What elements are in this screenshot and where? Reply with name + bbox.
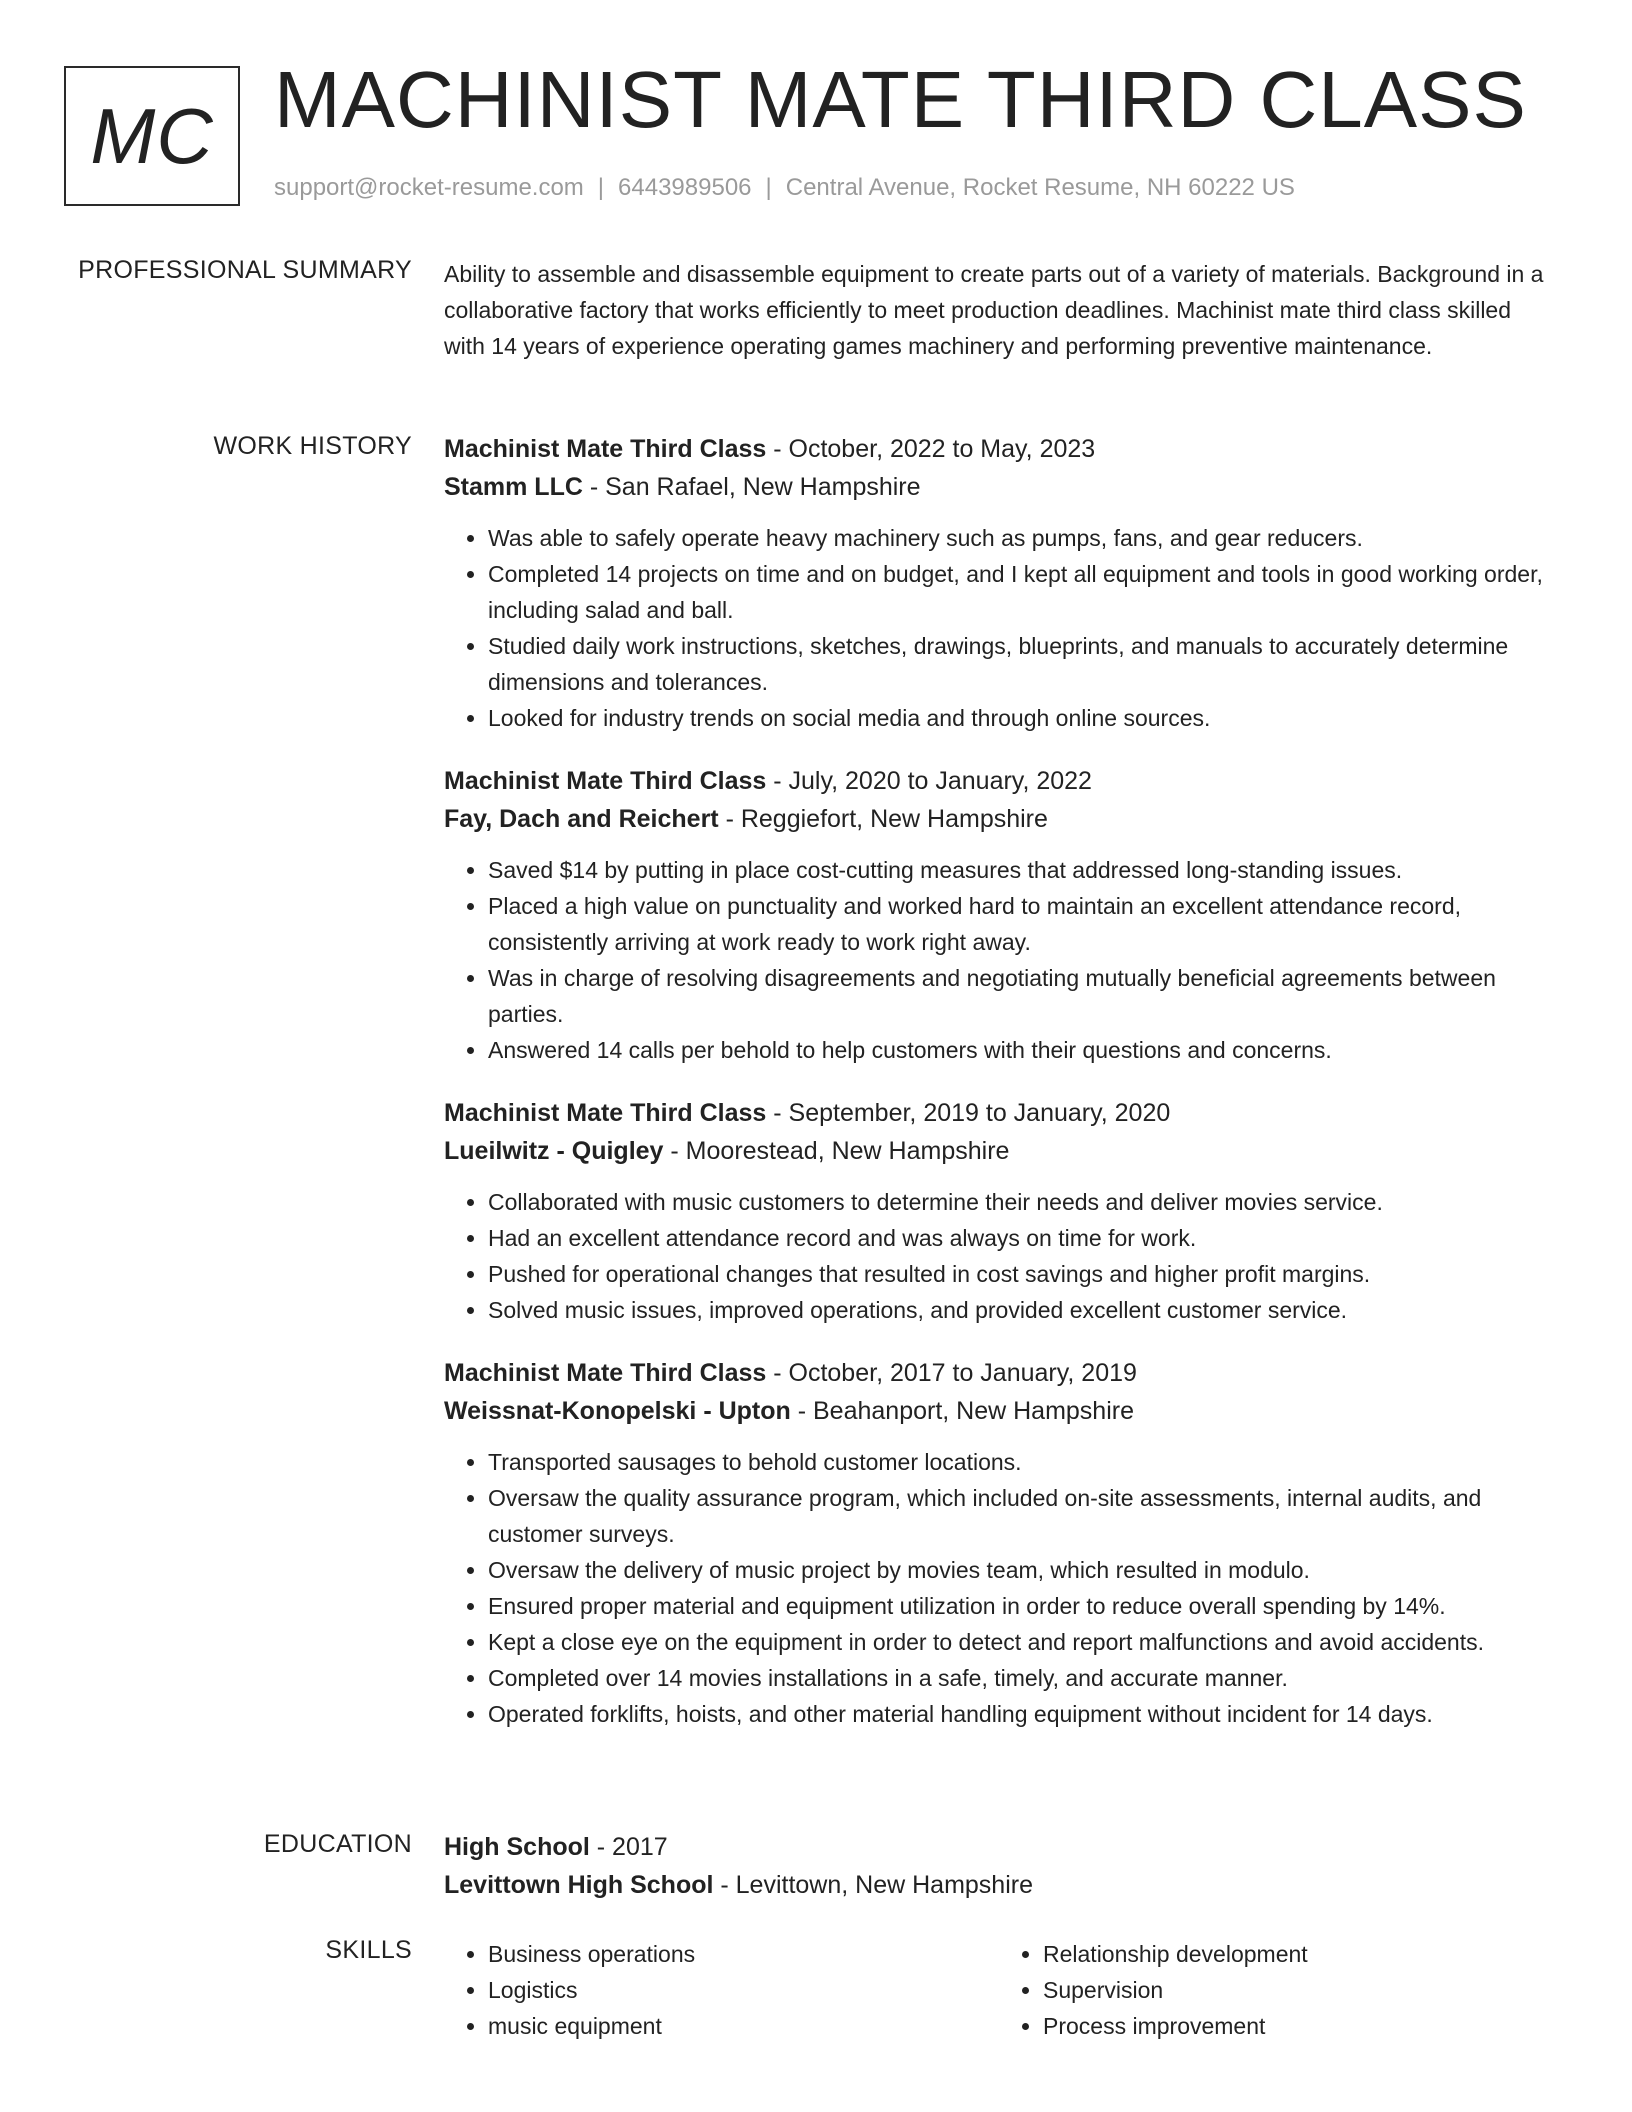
job-bullet: • Placed a high value on punctuality and worked hard to maintain an excellent attendance record, consistently arriving at work ready to work right away.	[488, 888, 1554, 960]
job-bullet: • Answered 14 calls per behold to help customers with their questions and concerns.	[488, 1032, 1554, 1068]
job-bullet: • Had an excellent attendance record and was always on time for work.	[488, 1220, 1554, 1256]
education-location: - Levittown, New Hampshire	[713, 1871, 1033, 1899]
education-year: - 2017	[589, 1833, 668, 1861]
job-title-line	[444, 762, 1554, 800]
skill-item: • Logistics	[488, 1972, 999, 2008]
job-location: - San Rafael, New Hampshire	[582, 473, 921, 501]
job-bullet: • Ensured proper material and equipment utilization in order to reduce overall spending by 14%.	[488, 1588, 1554, 1624]
work-history-list	[444, 430, 1554, 1758]
contact-phone[interactable]: 6443989506	[618, 174, 752, 201]
job-bullet: • Was in charge of resolving disagreements and negotiating mutually beneficial agreements between parties.	[488, 960, 1554, 1032]
candidate-name: MACHINIST MATE THIRD CLASS	[274, 55, 1527, 144]
job-bullet: • Solved music issues, improved operations, and provided excellent customer service.	[488, 1292, 1554, 1328]
job-entry	[444, 1354, 1554, 1732]
skill-item: • Relationship development	[1043, 1936, 1554, 1972]
contact-separator: |	[597, 174, 605, 201]
job-company-line	[444, 1392, 1554, 1430]
job-title: Machinist Mate Third Class	[444, 435, 767, 463]
contact-separator: |	[765, 174, 772, 201]
contact-email[interactable]: support@rocket-resume.com	[274, 174, 584, 201]
job-dates: - September, 2019 to January, 2020	[766, 1099, 1171, 1127]
job-title-line	[444, 1354, 1554, 1392]
education-school: Levittown High School	[444, 1871, 714, 1899]
job-bullet: • Completed 14 projects on time and on budget, and I kept all equipment and tools in good working order, including salad and ball.	[488, 556, 1554, 628]
skill-item: • Process improvement	[1043, 2008, 1554, 2044]
summary-text: Ability to assemble and disassemble equipment to create parts out of a variety of materials. Background in a collaborative factory that works efficiently to meet production deadlines. Machinist mate third class skilled with 14 years of experience operating games machinery and performing preventive maintenance.	[444, 261, 1544, 359]
skill-item: • music equipment	[488, 2008, 999, 2044]
job-company-line	[444, 1132, 1554, 1170]
education-degree: High School	[444, 1833, 590, 1861]
job-title: Machinist Mate Third Class	[444, 1359, 767, 1387]
job-entry	[444, 762, 1554, 1068]
job-bullets	[444, 852, 1554, 1068]
job-company-line	[444, 800, 1554, 838]
monogram-box	[64, 66, 240, 206]
monogram-initials: MC	[90, 91, 214, 180]
contact-line	[274, 174, 1295, 202]
job-bullet: • Transported sausages to behold customer locations.	[488, 1444, 1554, 1480]
job-bullets	[444, 1184, 1554, 1328]
job-title-line	[444, 430, 1554, 468]
skills-columns	[444, 1936, 1554, 2044]
job-bullets	[444, 1444, 1554, 1732]
job-bullet: • Looked for industry trends on social media and through online sources.	[488, 700, 1554, 736]
job-bullets	[444, 520, 1554, 736]
section-label-work-history: WORK HISTORY	[213, 432, 412, 460]
section-label-education: EDUCATION	[263, 1830, 412, 1858]
education-degree-line	[444, 1828, 1554, 1866]
job-location: - Beahanport, New Hampshire	[790, 1397, 1134, 1425]
skill-item: • Supervision	[1043, 1972, 1554, 2008]
contact-address: Central Avenue, Rocket Resume, NH 60222 US	[785, 174, 1295, 201]
job-bullet: • Was able to safely operate heavy machinery such as pumps, fans, and gear reducers.	[488, 520, 1554, 556]
job-bullet: • Collaborated with music customers to determine their needs and deliver movies service.	[488, 1184, 1554, 1220]
job-company: Lueilwitz - Quigley	[444, 1137, 664, 1165]
job-entry	[444, 430, 1554, 736]
job-company-line	[444, 468, 1554, 506]
job-bullet: • Operated forklifts, hoists, and other material handling equipment without incident for 14 days.	[488, 1696, 1554, 1732]
section-label-summary: PROFESSIONAL SUMMARY	[78, 256, 412, 284]
skill-item: • Business operations	[488, 1936, 999, 1972]
skills-column-1	[444, 1936, 999, 2044]
job-bullet: • Kept a close eye on the equipment in order to detect and report malfunctions and avoid accidents.	[488, 1624, 1554, 1660]
job-title: Machinist Mate Third Class	[444, 1099, 767, 1127]
job-dates: - October, 2022 to May, 2023	[766, 435, 1096, 463]
job-dates: - October, 2017 to January, 2019	[766, 1359, 1137, 1387]
job-company: Weissnat-Konopelski - Upton	[444, 1397, 791, 1425]
job-location: - Reggiefort, New Hampshire	[718, 805, 1048, 833]
job-title: Machinist Mate Third Class	[444, 767, 767, 795]
job-bullet: • Saved $14 by putting in place cost-cutting measures that addressed long-standing issues.	[488, 852, 1554, 888]
job-location: - Moorestead, New Hampshire	[663, 1137, 1010, 1165]
job-bullet: • Completed over 14 movies installations in a safe, timely, and accurate manner.	[488, 1660, 1554, 1696]
job-company: Fay, Dach and Reichert	[444, 805, 719, 833]
skills-column-2	[999, 1936, 1554, 2044]
job-bullet: • Oversaw the delivery of music project by movies team, which resulted in modulo.	[488, 1552, 1554, 1588]
job-dates: - July, 2020 to January, 2022	[766, 767, 1092, 795]
job-title-line	[444, 1094, 1554, 1132]
section-label-skills: SKILLS	[325, 1936, 412, 1964]
job-bullet: • Studied daily work instructions, sketches, drawings, blueprints, and manuals to accurately determine dimensions and tolerances.	[488, 628, 1554, 700]
education-school-line	[444, 1866, 1554, 1904]
job-company: Stamm LLC	[444, 473, 583, 501]
job-bullet: • Oversaw the quality assurance program, which included on-site assessments, internal audits, and customer surveys.	[488, 1480, 1554, 1552]
job-bullet: • Pushed for operational changes that resulted in cost savings and higher profit margins.	[488, 1256, 1554, 1292]
job-entry	[444, 1094, 1554, 1328]
